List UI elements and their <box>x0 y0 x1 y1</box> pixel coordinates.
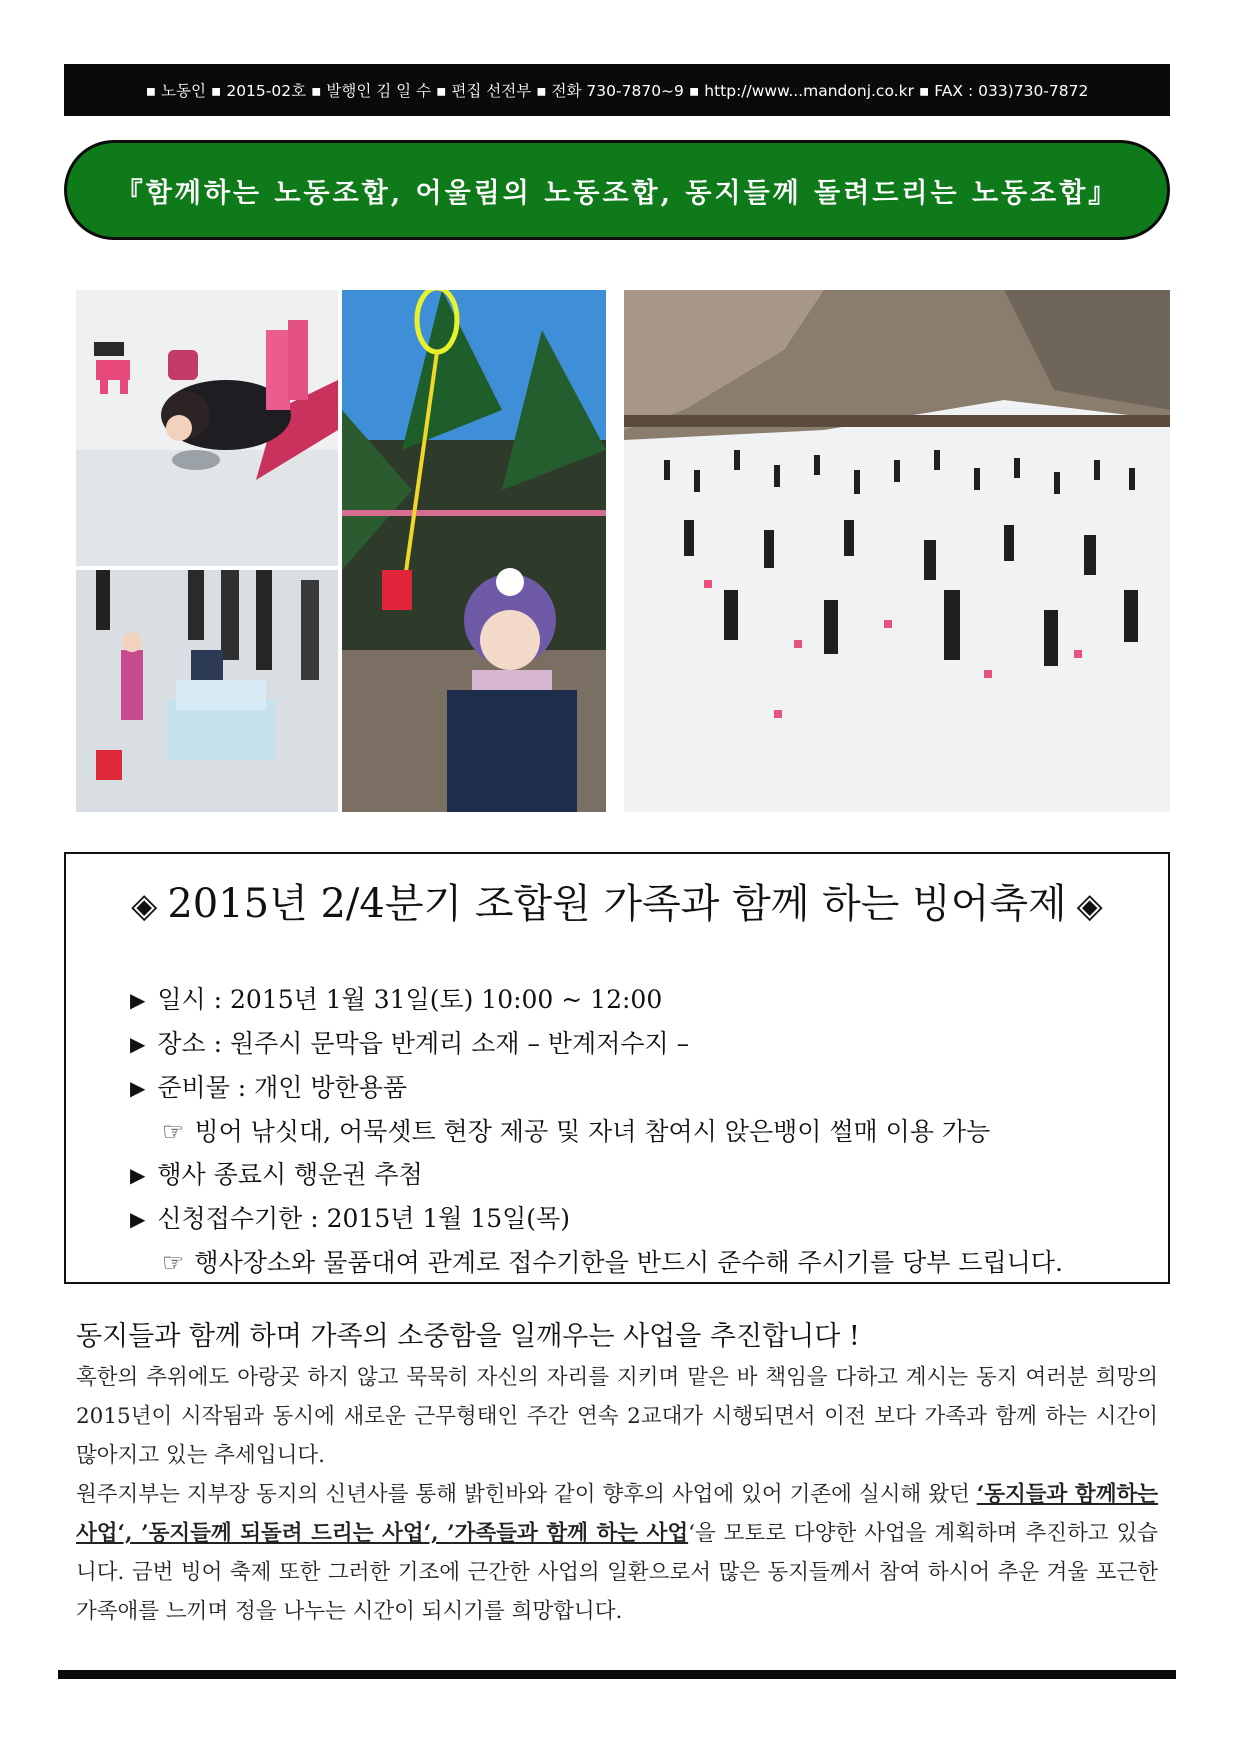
article-paragraph-2: 원주지부는 지부장 동지의 신년사를 통해 밝힌바와 같이 향후의 사업에 있어 기존에 실시해 왔던 ‘동지들과 함께하는 사업‘, ’동지들께 되돌려 드리는 사업‘, ’가족들과 함께 하는 사업‘을 모토로 다양한 사업을 계획하며 추진하고 있습니다. 금번 빙어 축제 또한 그러한 기조에 근간한 사업의 일환으로서 많은 동지들께서 참여 하시어 추운 겨울 포근한 가족애를 느끼며 정을 나누는 시간이 되시기를 희망합니다. <box>76 1482 1159 1624</box>
masthead-text: ▪ 노동인 ▪ 2015-02호 ▪ 발행인 김 일 수 ▪ 편집 선전부 ▪ 전화 730-7870~9 ▪ http://www...mandonj.co.kr ▪ FAX : 033)730-7872 <box>145 82 1089 100</box>
event-note-equipment: ☞ 빙어 낚싯대, 어묵셋트 현장 제공 및 자녀 참여시 앉은뱅이 썰매 이용 가능 <box>162 1117 991 1146</box>
event-title <box>66 872 1168 929</box>
underlined-motto: ‘동지들과 함께하는 사업‘, ’동지들께 되돌려 드리는 사업‘, ’가족들과 함께 하는 사업 <box>76 1482 1159 1546</box>
article-body <box>76 1358 1158 1631</box>
event-title-text: 2015년 2/4분기 조합원 가족과 함께 하는 빙어축제 <box>167 881 1067 927</box>
bottom-divider <box>58 1670 1176 1679</box>
event-item-supplies: ▶ 준비물 : 개인 방한용품 <box>130 1073 408 1102</box>
event-item-deadline: ▶ 신청접수기한 : 2015년 1월 15일(목) <box>130 1204 570 1233</box>
photo-child-ice-fishing <box>76 290 338 566</box>
masthead-bar <box>64 64 1170 116</box>
event-item-lottery: ▶ 행사 종료시 행운권 추첨 <box>130 1160 423 1189</box>
photo-reservoir-festival <box>624 290 1170 812</box>
slogan-banner <box>64 140 1170 240</box>
event-details-list <box>130 978 1063 1284</box>
diamond-icon: ◈ <box>131 886 158 926</box>
triangle-bullet-icon: ▶ <box>130 1163 146 1187</box>
photo-ice-blocks <box>76 570 338 812</box>
pointing-hand-icon: ☞ <box>162 1248 185 1277</box>
slogan-text: 『함께하는 노동조합, 어울림의 노동조합, 동지들께 돌려드리는 노동조합』 <box>115 177 1119 209</box>
event-item-date: ▶ 일시 : 2015년 1월 31일(토) 10:00 ~ 12:00 <box>130 985 663 1014</box>
diamond-icon: ◈ <box>1076 886 1103 926</box>
pointing-hand-icon: ☞ <box>162 1117 185 1146</box>
event-info-box <box>64 852 1170 1284</box>
article-paragraph-1: 혹한의 추위에도 아랑곳 하지 않고 묵묵히 자신의 자리를 지키며 맡은 바 책임을 다하고 계시는 동지 여러분 희망의 2015년이 시작됨과 동시에 새로운 근무형태인 주간 연속 2교대가 시행되면서 이전 보다 가족과 함께 하는 시간이 많아지고 있는 추세입니다. <box>76 1365 1158 1468</box>
triangle-bullet-icon: ▶ <box>130 988 146 1012</box>
triangle-bullet-icon: ▶ <box>130 1076 146 1100</box>
event-note-deadline: ☞ 행사장소와 물품대여 관계로 접수기한을 반드시 준수해 주시기를 당부 드립니다. <box>162 1248 1063 1277</box>
article-heading: 동지들과 함께 하며 가족의 소중함을 일깨우는 사업을 추진합니다 ! <box>76 1321 860 1352</box>
photo-child-with-fish <box>342 290 606 812</box>
triangle-bullet-icon: ▶ <box>130 1032 146 1056</box>
triangle-bullet-icon: ▶ <box>130 1207 146 1231</box>
event-item-place: ▶ 장소 : 원주시 문막읍 반계리 소재 – 반계저수지 – <box>130 1029 690 1058</box>
